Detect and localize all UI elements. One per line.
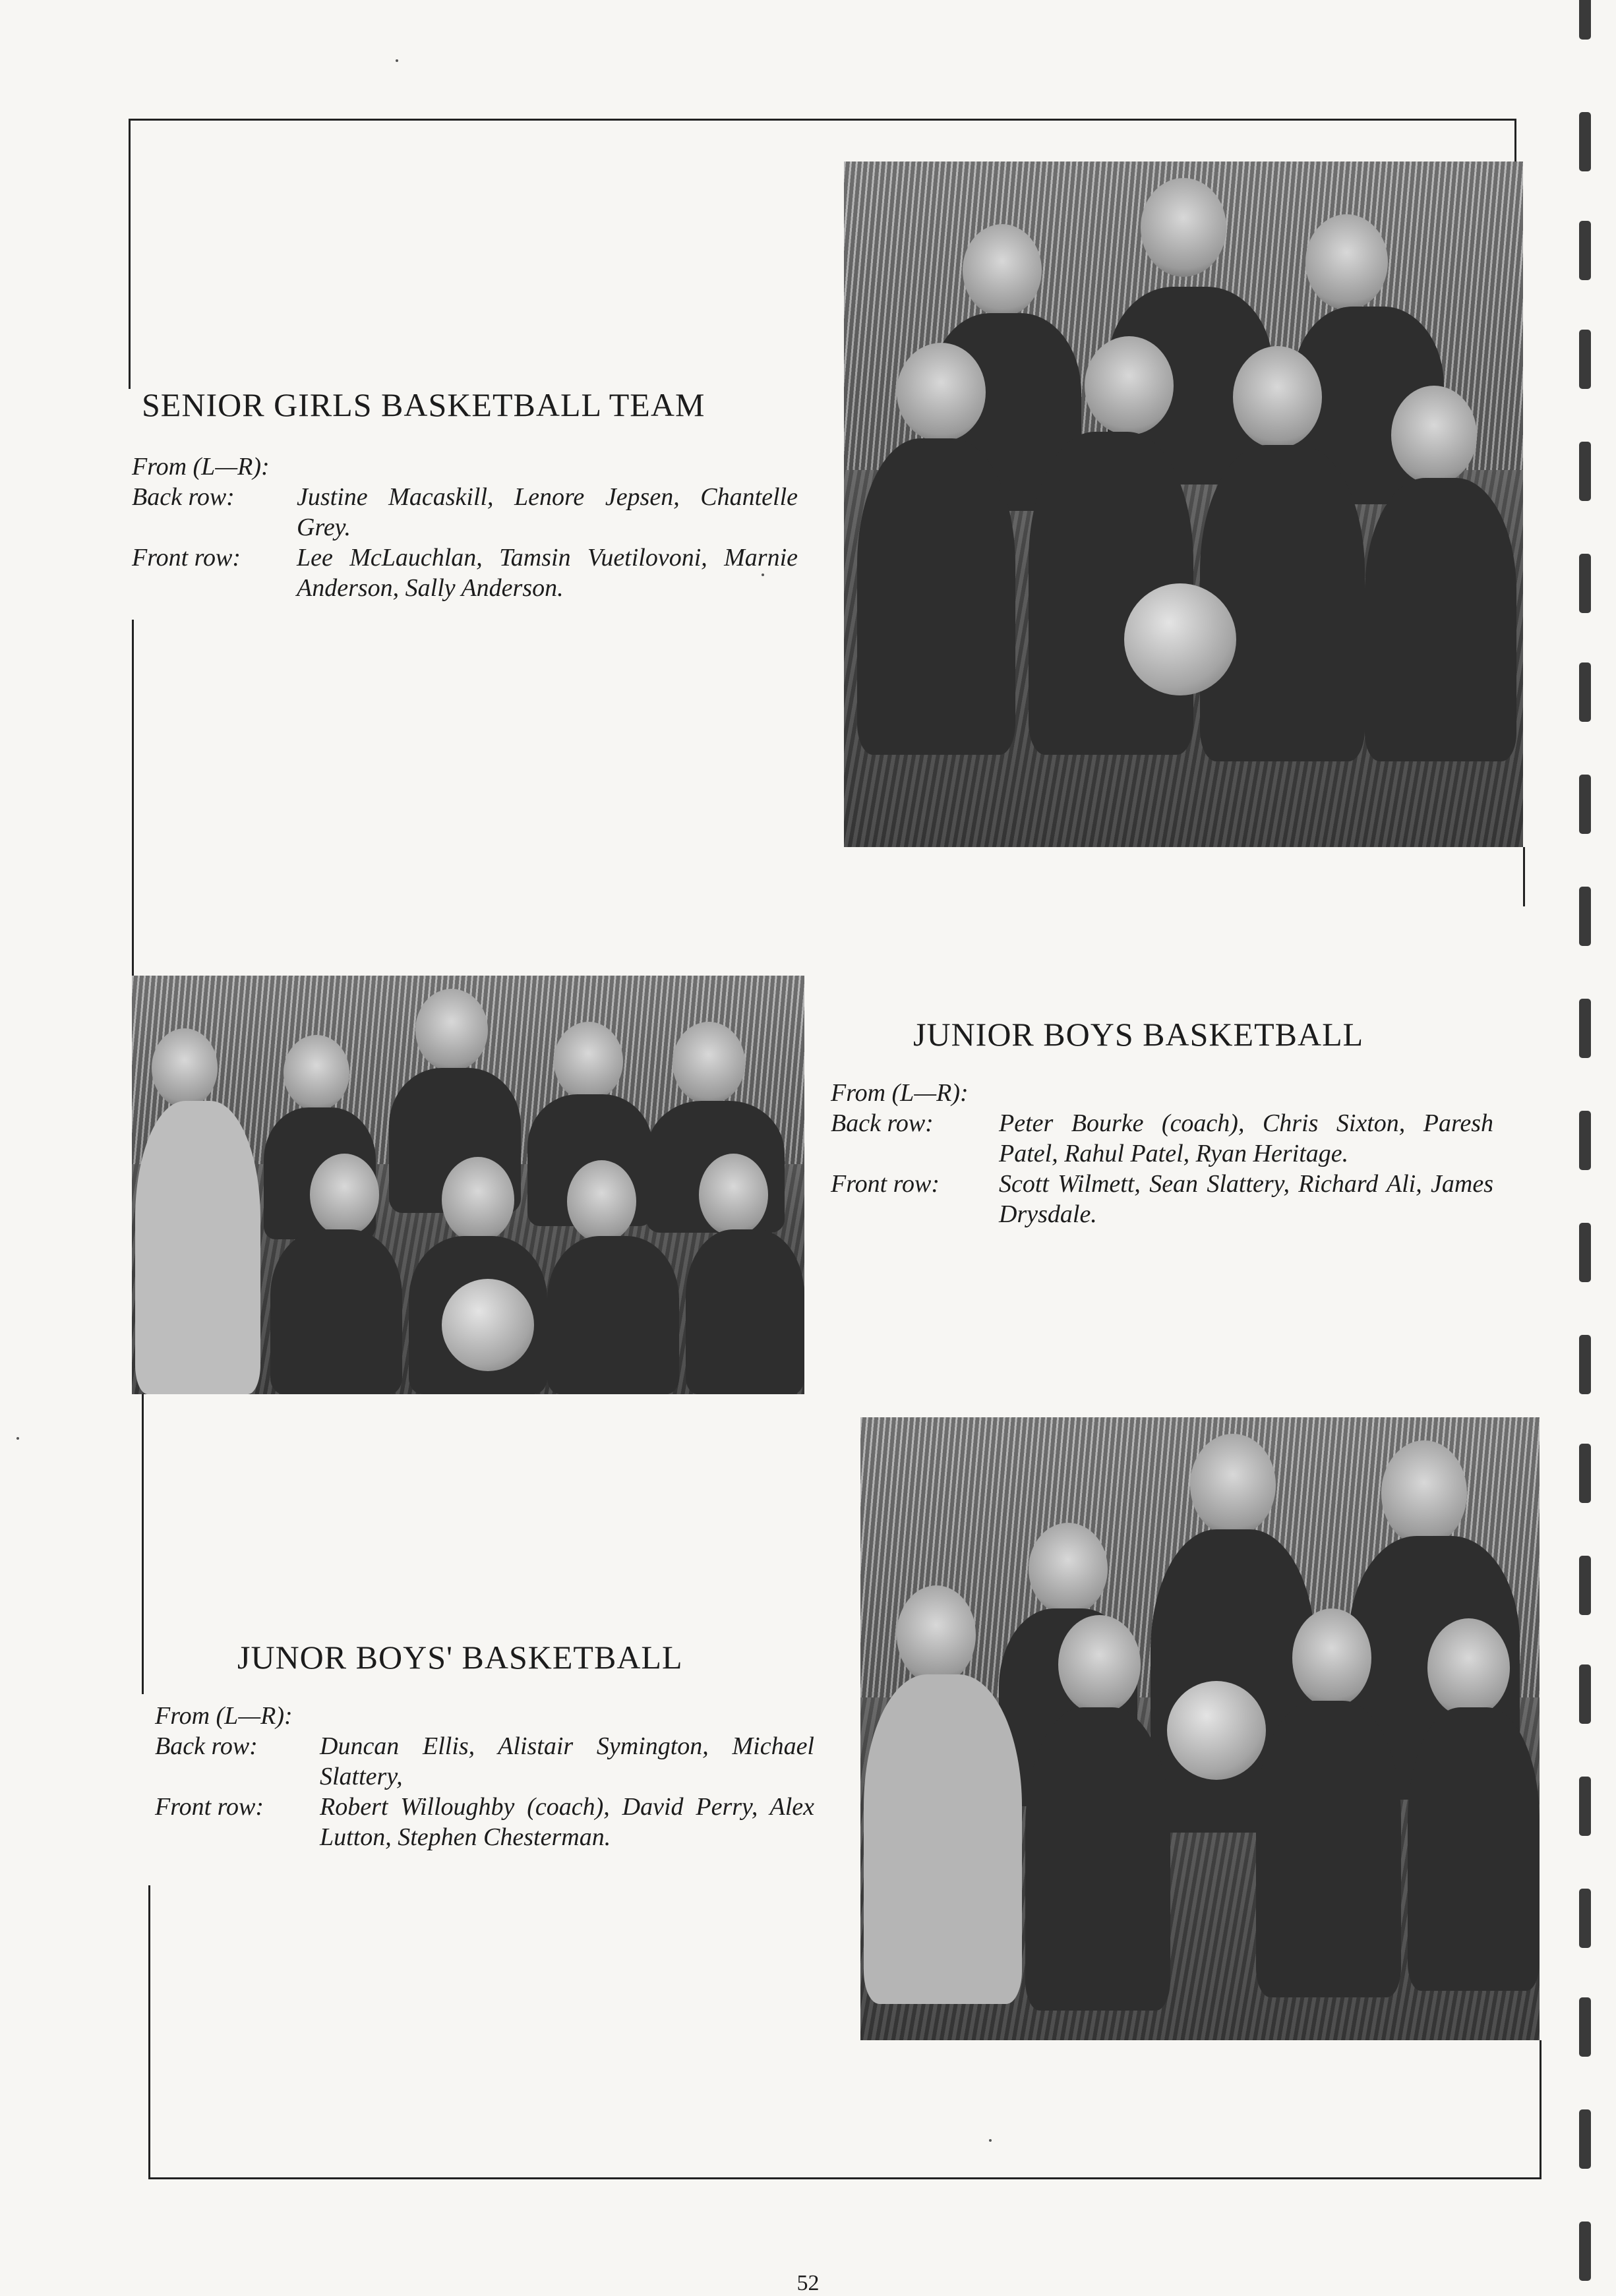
player-head <box>1391 386 1477 485</box>
frame-bottom <box>148 2177 1541 2179</box>
player-head <box>284 1035 349 1111</box>
binding-hole <box>1579 1664 1591 1724</box>
row-label: Back row: <box>155 1732 258 1760</box>
from-label: From (L—R): <box>831 1079 969 1107</box>
scan-speck <box>989 2139 992 2142</box>
binding-hole <box>1579 112 1591 171</box>
player-head <box>699 1154 768 1236</box>
player-body <box>1256 1701 1401 1997</box>
coach-body <box>135 1101 260 1394</box>
binding-hole <box>1579 1997 1591 2057</box>
binding-hole <box>1579 1889 1591 1948</box>
player-head <box>152 1028 218 1107</box>
row-label: Back row: <box>132 483 235 511</box>
player-head <box>1141 178 1226 277</box>
row-label: Front row: <box>132 544 241 572</box>
player-body <box>547 1236 679 1394</box>
player-head <box>442 1157 514 1243</box>
binding-hole <box>1579 1223 1591 1282</box>
basketball <box>442 1279 534 1371</box>
row-names: Scott Wilmett, Sean Slattery, Richard Ali, James Drysdale. <box>999 1170 1493 1228</box>
scan-speck <box>396 59 398 62</box>
binding-hole <box>1579 1444 1591 1503</box>
binding-hole <box>1579 1556 1591 1615</box>
player-head <box>415 989 488 1071</box>
row-names: Duncan Ellis, Alistair Symington, Michael Slattery, <box>320 1732 814 1790</box>
section-title: JUNIOR BOYS BASKETBALL <box>913 1016 1364 1053</box>
player-head <box>963 224 1042 316</box>
player-head <box>310 1154 379 1236</box>
row-label: Front row: <box>831 1170 940 1198</box>
binding-hole <box>1579 2109 1591 2169</box>
frame-top <box>129 119 1516 121</box>
frame-right-2 <box>1523 847 1525 906</box>
player-head <box>897 343 986 442</box>
basketball <box>1124 583 1236 695</box>
team-caption <box>132 452 798 603</box>
from-label: From (L—R): <box>155 1702 293 1730</box>
player-head <box>1427 1618 1510 1717</box>
coach-body <box>864 1674 1022 2004</box>
player-head <box>1233 346 1322 448</box>
player-body <box>1200 445 1365 761</box>
player-head <box>1029 1523 1108 1615</box>
row-names: Peter Bourke (coach), Chris Sixton, Paresh Patel, Rahul Patel, Ryan Heritage. <box>999 1109 1493 1167</box>
caption-row <box>155 1731 814 1792</box>
team-caption <box>155 1701 814 1852</box>
junior-boys-team-photo <box>132 976 804 1394</box>
page-number: 52 <box>796 2271 820 2295</box>
player-body <box>686 1229 804 1394</box>
from-label: From (L—R): <box>132 453 270 481</box>
player-head <box>897 1585 976 1684</box>
row-names: Robert Willoughby (coach), David Perry, Alex Lutton, Stephen Chesterman. <box>320 1793 814 1851</box>
binding-hole <box>1579 887 1591 946</box>
binding-hole <box>1579 1777 1591 1836</box>
player-head <box>1190 1434 1276 1536</box>
player-head <box>1058 1615 1141 1714</box>
section-title: JUNOR BOYS' BASKETBALL <box>237 1639 683 1676</box>
frame-left-4 <box>148 1885 150 2179</box>
player-head <box>1305 214 1388 310</box>
binding-hole <box>1579 775 1591 834</box>
frame-left-2 <box>132 620 134 979</box>
binding-hole <box>1579 1111 1591 1170</box>
binding-hole <box>1579 221 1591 280</box>
frame-left-3 <box>142 1391 144 1694</box>
binding-hole <box>1579 442 1591 501</box>
caption-row <box>132 482 798 543</box>
senior-girls-team-photo <box>844 162 1523 847</box>
frame-right-1 <box>1514 119 1516 162</box>
row-label: Back row: <box>831 1109 934 1137</box>
caption-row <box>831 1108 1493 1169</box>
player-head <box>1085 336 1174 435</box>
binding-hole <box>1579 999 1591 1058</box>
player-body <box>1025 1707 1170 2011</box>
caption-row <box>132 543 798 603</box>
binding-hole <box>1579 2222 1591 2281</box>
binding-hole <box>1579 1335 1591 1394</box>
section-title: SENIOR GIRLS BASKETBALL TEAM <box>142 386 705 423</box>
team-caption <box>831 1078 1493 1229</box>
frame-left-1 <box>129 119 131 389</box>
scan-speck <box>762 574 764 576</box>
binding-hole <box>1579 662 1591 722</box>
junior-boys-second-team-photo <box>860 1417 1540 2040</box>
player-body <box>1408 1707 1540 1991</box>
player-head <box>1381 1440 1467 1546</box>
player-body <box>857 438 1015 755</box>
binding-hole <box>1579 330 1591 389</box>
player-head <box>1292 1608 1371 1707</box>
row-names: Lee McLauchlan, Tamsin Vuetilovoni, Marnie Anderson, Sally Anderson. <box>297 544 798 602</box>
player-head <box>567 1160 636 1243</box>
binding-hole <box>1579 554 1591 613</box>
binding-hole <box>1579 0 1591 40</box>
player-head <box>554 1022 623 1101</box>
player-head <box>673 1022 745 1104</box>
row-names: Justine Macaskill, Lenore Jepsen, Chantelle Grey. <box>297 483 798 541</box>
frame-right-3 <box>1540 2040 1541 2179</box>
caption-row <box>831 1169 1493 1229</box>
player-body <box>1365 478 1516 761</box>
caption-row <box>155 1792 814 1852</box>
basketball <box>1167 1681 1266 1780</box>
scan-speck <box>16 1437 19 1440</box>
player-body <box>270 1229 402 1394</box>
row-label: Front row: <box>155 1793 264 1821</box>
